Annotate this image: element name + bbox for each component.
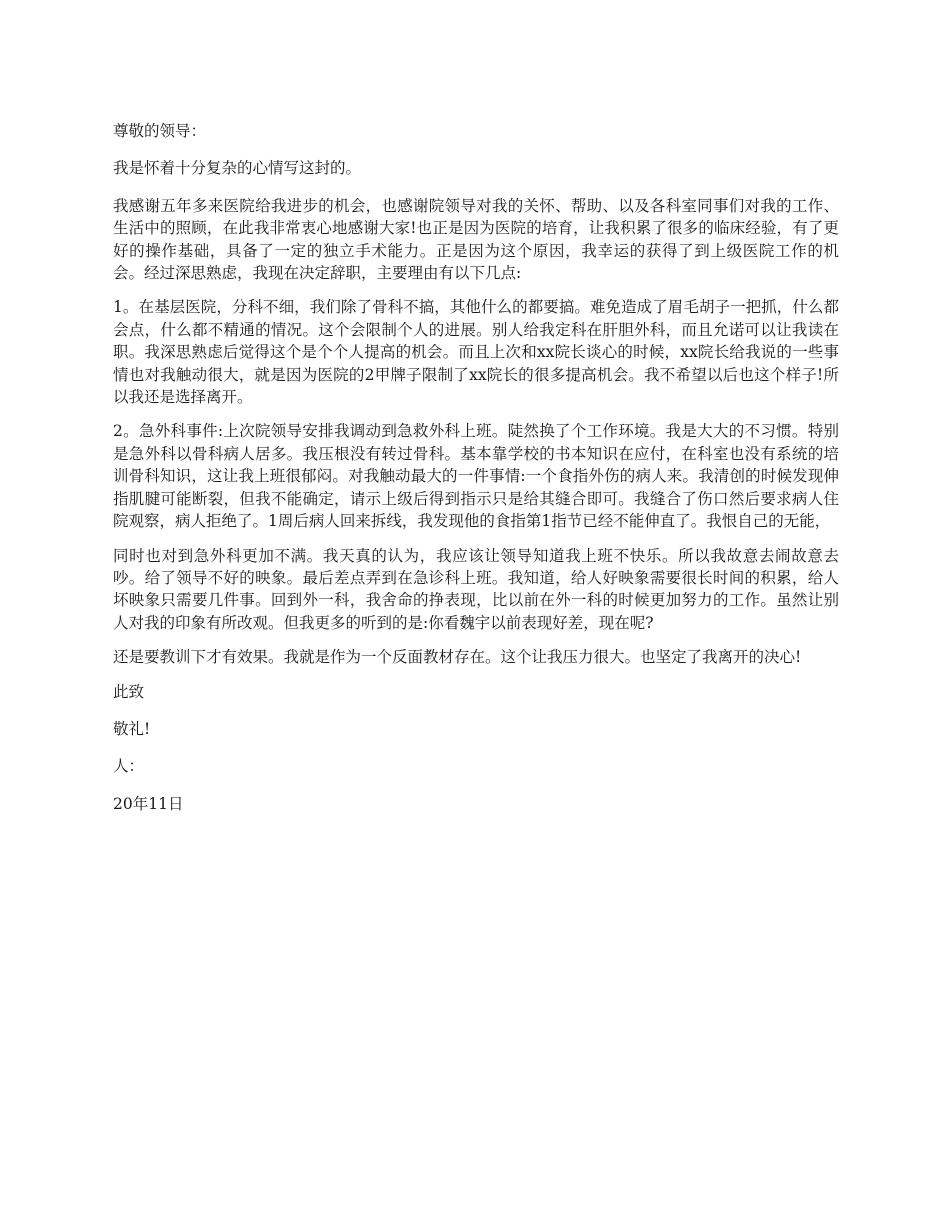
signature-line: 人： — [113, 757, 145, 776]
paragraph-reason-2-continued: 同时也对到急外科更加不满。我天真的认为，我应该让领导知道我上班不快乐。所以我故意去闹故意去吵。给了领导不好的映象。最后差点弄到在急诊科上班。我知道，给人好映象需要很长时间的积累，给人坏映象只需要几件事。回到外一科，我舍命的挣表现，比以前在外一科的时候更加努力的工作。虽然让别人对我的印象有所改观。但我更多的听到的是:你看魏宇以前表现好差，现在呢? — [113, 546, 839, 632]
paragraph-thanks: 我感谢五年多来医院给我进步的机会，也感谢院领导对我的关怀、帮助、以及各科室同事们对我的工作、生活中的照顾，在此我非常衷心地感谢大家!也正是因为医院的培育，让我积累了很多的临床经验，有了更好的操作基础，具备了一定的独立手术能力。正是因为这个原因，我幸运的获得了到上级医院工作的机会。经过深思熟虑，我现在决定辞职，主要理由有以下几点: — [113, 196, 839, 283]
salutation: 尊敬的领导： — [113, 122, 207, 140]
paragraph-conclusion: 还是要教训下才有效果。我就是作为一个反面教材存在。这个让我压力很大。也坚定了我离开的决心! — [113, 648, 802, 667]
letter-page — [113, 120, 839, 830]
closing-line-1: 此致 — [113, 682, 145, 701]
closing-line-2: 敬礼! — [113, 719, 151, 738]
paragraph-reason-2: 2。急外科事件:上次院领导安排我调动到急救外科上班。陡然换了个工作环境。我是大大的不习惯。特别是急外科以骨科病人居多。我压根没有转过骨科。基本靠学校的书本知识在应付，在科室也没有系统的培训骨科知识，这让我上班很郁闷。对我触动最大的一件事情:一个食指外伤的病人来。我清创的时候发现伸指肌腱可能断裂，但我不能确定，请示上级后得到指示只是给其缝合即可。我缝合了伤口然后要求病人住院观察，病人拒绝了。1周后病人回来拆线，我发现他的食指第1指节已经不能伸直了。我恨自己的无能， — [113, 422, 839, 531]
paragraph-intro: 我是怀着十分复杂的心情写这封的。 — [113, 159, 362, 178]
paragraph-reason-1: 1。在基层医院，分科不细，我们除了骨科不搞，其他什么的都要搞。难免造成了眉毛胡子一把抓，什么都会点，什么都不精通的情况。这个会限制个人的进展。别人给我定科在肝胆外科，而且允诺可以让我读在职。我深思熟虑后觉得这个是个个人提高的机会。而且上次和xx院长谈心的时候，xx院长给我说的一些事情也对我触动很大，就是因为医院的2甲牌子限制了xx院长的很多提高机会。我不希望以后也这个样子!所以我还是选择离开。 — [113, 298, 839, 407]
date-line: 20年11日 — [113, 794, 184, 813]
